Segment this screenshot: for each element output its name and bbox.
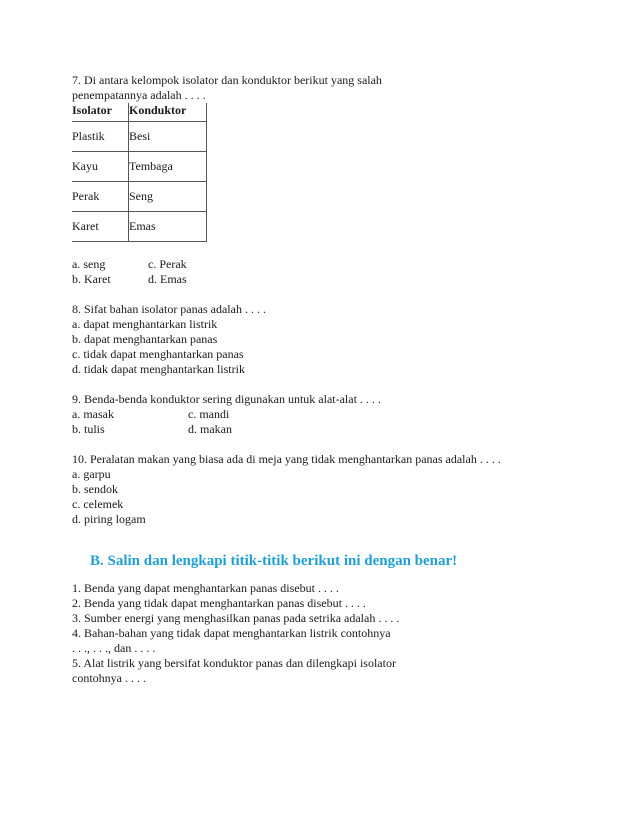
question-7-text-line1: 7. Di antara kelompok isolator dan konduktor berikut yang salah [72,73,382,87]
option-c: c. Perak [148,257,187,271]
list-item: 5. Alat listrik yang bersifat konduktor panas dan dilengkapi isolator [72,656,396,670]
option-b: b. dapat menghantarkan panas [72,332,218,346]
list-item: . . ., . . ., dan . . . . [72,641,156,655]
option-c: c. mandi [188,407,230,421]
table-header-konduktor: Konduktor [129,103,207,122]
table-header-row [72,103,207,122]
option-b: b. Karet [72,272,111,286]
question-9-options-row2 [72,422,572,437]
option-b: b. sendok [72,482,118,496]
list-item: contohnya . . . . [72,671,146,685]
question-10 [72,452,572,527]
option-d: d. Emas [148,272,187,286]
question-10-text: 10. Peralatan makan yang biasa ada di meja yang tidak menghantarkan panas adalah . . . . [72,452,501,466]
question-8-text: 8. Sifat bahan isolator panas adalah . . . . [72,302,266,316]
table-header-isolator: Isolator [72,103,129,122]
question-7 [72,73,572,287]
table-cell: Plastik [72,122,129,152]
table-row [72,152,207,182]
list-item: 3. Sumber energi yang menghasilkan panas pada setrika adalah . . . . [72,611,400,625]
question-9-text: 9. Benda-benda konduktor sering digunakan untuk alat-alat . . . . [72,392,381,406]
table-row [72,122,207,152]
question-9-options-row1 [72,407,572,422]
table-row [72,212,207,242]
question-8 [72,302,572,377]
option-c: c. celemek [72,497,124,511]
table-cell: Kayu [72,152,129,182]
option-d: d. tidak dapat menghantarkan listrik [72,362,245,376]
option-a: a. masak [72,407,114,421]
section-b-title: B. Salin dan lengkapi titik-titik berikut ini dengan benar! [90,553,458,569]
option-b: b. tulis [72,422,105,436]
isolator-konduktor-table [72,103,207,242]
question-9 [72,392,572,437]
option-a: a. garpu [72,467,111,481]
list-item: 1. Benda yang dapat menghantarkan panas disebut . . . . [72,581,339,595]
table-cell: Tembaga [129,152,207,182]
option-a: a. seng [72,257,106,271]
table-cell: Karet [72,212,129,242]
option-d: d. piring logam [72,512,146,526]
question-7-text-line2: penempatannya adalah . . . . [72,88,206,102]
list-item: 2. Benda yang tidak dapat menghantarkan panas disebut . . . . [72,596,366,610]
list-item: 4. Bahan-bahan yang tidak dapat menghantarkan listrik contohnya [72,626,391,640]
option-c: c. tidak dapat menghantarkan panas [72,347,244,361]
table-cell: Emas [129,212,207,242]
worksheet-page [72,73,572,686]
question-7-options-row1 [72,257,572,272]
table-cell: Perak [72,182,129,212]
question-7-options-row2 [72,272,572,287]
table-cell: Seng [129,182,207,212]
table-cell: Besi [129,122,207,152]
table-row [72,182,207,212]
section-b [72,551,572,686]
option-d: d. makan [188,422,232,436]
option-a: a. dapat menghantarkan listrik [72,317,218,331]
